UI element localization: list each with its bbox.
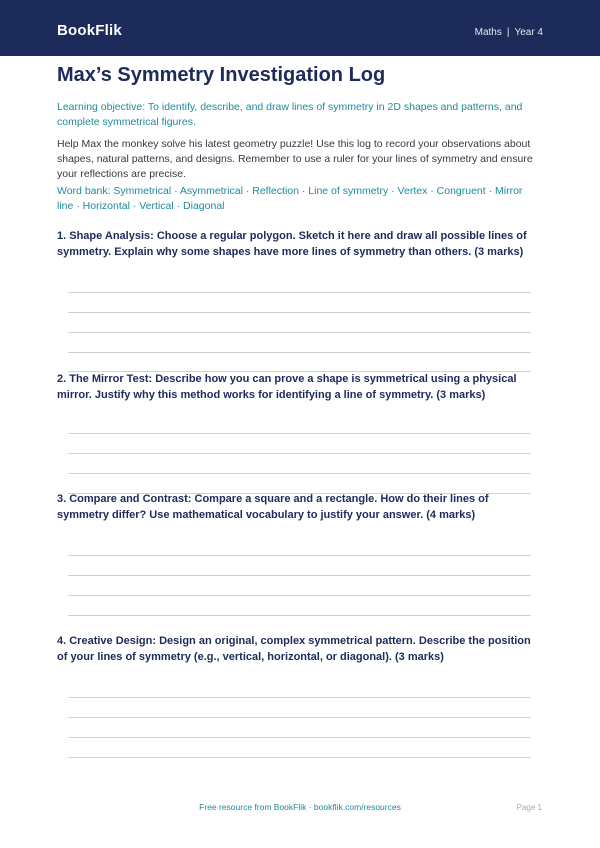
page-number: Page 1 bbox=[516, 803, 542, 812]
intro-text: Help Max the monkey solve his latest geometry puzzle! Use this log to record your observations about shapes, natural patterns, and designs. Remember to use a ruler for your lines of symmetry and ensure your reflections are precise. bbox=[57, 138, 533, 180]
subject-name: Maths bbox=[474, 27, 502, 38]
answer-line-q2-4 bbox=[68, 473, 531, 474]
answer-line-q1-1 bbox=[68, 292, 531, 293]
answer-line-q3-5 bbox=[68, 615, 531, 616]
answer-line-q2-3 bbox=[68, 453, 531, 454]
answer-line-q4-1 bbox=[68, 697, 531, 698]
footer-resource-link[interactable]: Free resource from BookFlik · bookflik.com/resources bbox=[199, 802, 401, 812]
learning-objective: Learning objective: To identify, describe, and draw lines of symmetry in 2D shapes and patterns, and complete symmetrical figures. bbox=[57, 101, 523, 128]
answer-line-q1-3 bbox=[68, 332, 531, 333]
answer-line-q2-2 bbox=[68, 433, 531, 434]
year-label: Year 4 bbox=[514, 27, 543, 38]
answer-line-q3-2 bbox=[68, 555, 531, 556]
answer-line-q4-2 bbox=[68, 717, 531, 718]
answer-line-q3-3 bbox=[68, 575, 531, 576]
word-bank: Word bank: Symmetrical · Asymmetrical · Reflection · Line of symmetry · Vertex · Congruent · Mirror line · Horizontal · Vertical · Diagonal bbox=[57, 185, 523, 212]
question-4: 4. Creative Design: Design an original, complex symmetrical pattern. Describe the position of your lines of symmetry (e.g., vertical, horizontal, or diagonal). (3 marks) bbox=[57, 635, 531, 663]
answer-line-q3-4 bbox=[68, 595, 531, 596]
header-bar bbox=[0, 0, 600, 56]
brand-logo: BookFlik bbox=[57, 22, 122, 39]
page-title: Max’s Symmetry Investigation Log bbox=[57, 64, 386, 86]
question-3: 3. Compare and Contrast: Compare a square and a rectangle. How do their lines of symmetry differ? Use mathematical vocabulary to justify your answer. (4 marks) bbox=[57, 493, 489, 521]
answer-line-q4-4 bbox=[68, 757, 531, 758]
answer-line-q1-4 bbox=[68, 352, 531, 353]
question-1: 1. Shape Analysis: Choose a regular polygon. Sketch it here and draw all possible lines of symmetry. Explain why some shapes have more lines of symmetry than others. (3 marks) bbox=[57, 230, 527, 258]
answer-line-q1-2 bbox=[68, 312, 531, 313]
answer-line-q4-3 bbox=[68, 737, 531, 738]
subject-label bbox=[475, 27, 543, 38]
question-2: 2. The Mirror Test: Describe how you can prove a shape is symmetrical using a physical mirror. Justify why this method works for identifying a line of symmetry. (3 marks) bbox=[57, 373, 517, 401]
subject-separator: | bbox=[506, 27, 510, 38]
